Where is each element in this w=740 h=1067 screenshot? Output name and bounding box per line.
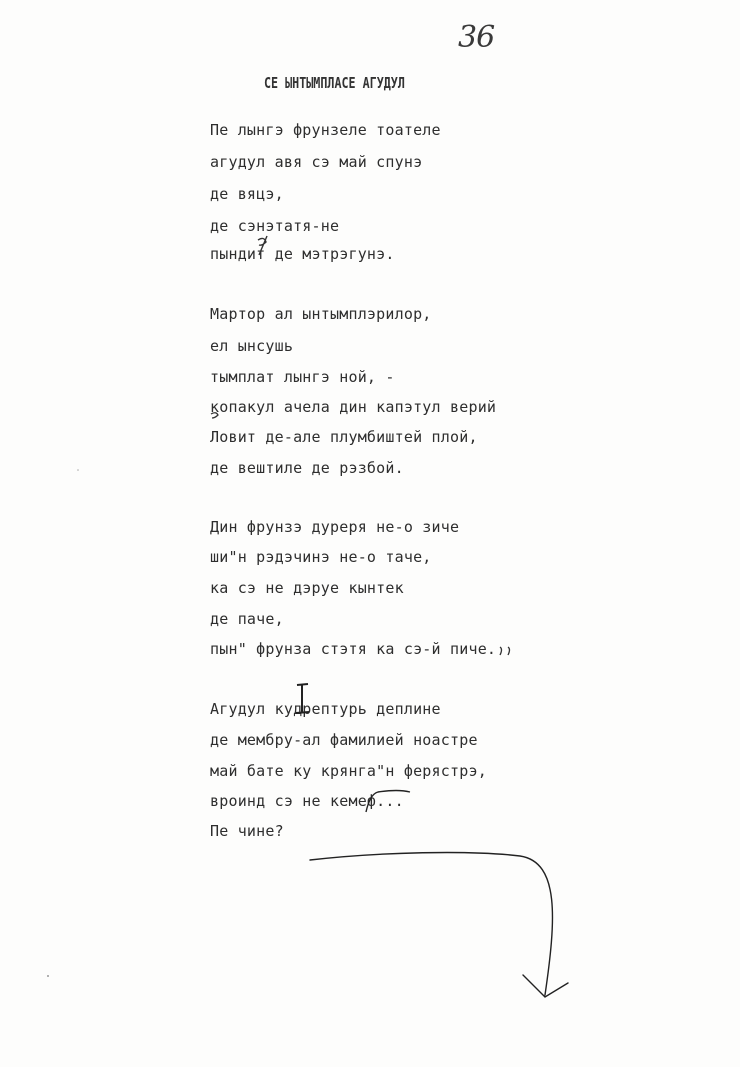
poem-line: май бате ку крянга"н ферястрэ, [210,762,487,780]
continuation-arrow [310,853,568,997]
poem-line: Агудул кудрептурь деплине [210,700,441,718]
insertion-mark [296,684,309,713]
poem-line: Пе лынгэ фрунзеле тоателе [210,121,441,139]
poem-title: СЕ ЫНТЫМПЛАСЕ АГУДУЛ [264,74,405,92]
poem-line: пын" фрунза стэтя ка сэ-й пиче. [210,640,497,658]
poem-line: ши"н рэдэчинэ не-о таче, [210,548,432,566]
correction-mark-stanza2 [211,413,218,418]
poem-line: ел ынсушь [210,337,294,355]
poem-line: Ловит де-але плумбиштей плой, [210,428,478,446]
poem-line: де сэнэтатя-не [210,217,340,235]
poem-line: де вештиле де рэзбой. [210,459,404,477]
poem-line: де вяцэ, [210,185,284,203]
punctuation-mark [500,647,510,655]
poem-line: де паче, [210,610,284,628]
poem-line: копакул ачела дин капэтул верий [210,398,497,416]
poem-line: ка сэ не дэруе кынтек [210,579,404,597]
poem-line: Дин фрунзэ дуреря не-о зиче [210,518,460,536]
poem-line: пындит де мэтрэгунэ. [210,245,395,263]
poem-line: де мембру-ал фамилией ноастре [210,731,478,749]
poem-line: агудул авя сэ май спунэ [210,153,423,171]
poem-line: Пе чине? [210,822,284,840]
correction-mark-stanza1 [258,236,267,255]
poem-line: вроинд сэ не кемеф... [210,792,404,810]
page-number: 36 [458,20,495,55]
poem-line: Мартор ал ынтымплэрилор, [210,305,432,323]
poem-line: тымплат лынгэ ной, - [210,368,395,386]
correction-mark-stanza4 [366,791,410,813]
